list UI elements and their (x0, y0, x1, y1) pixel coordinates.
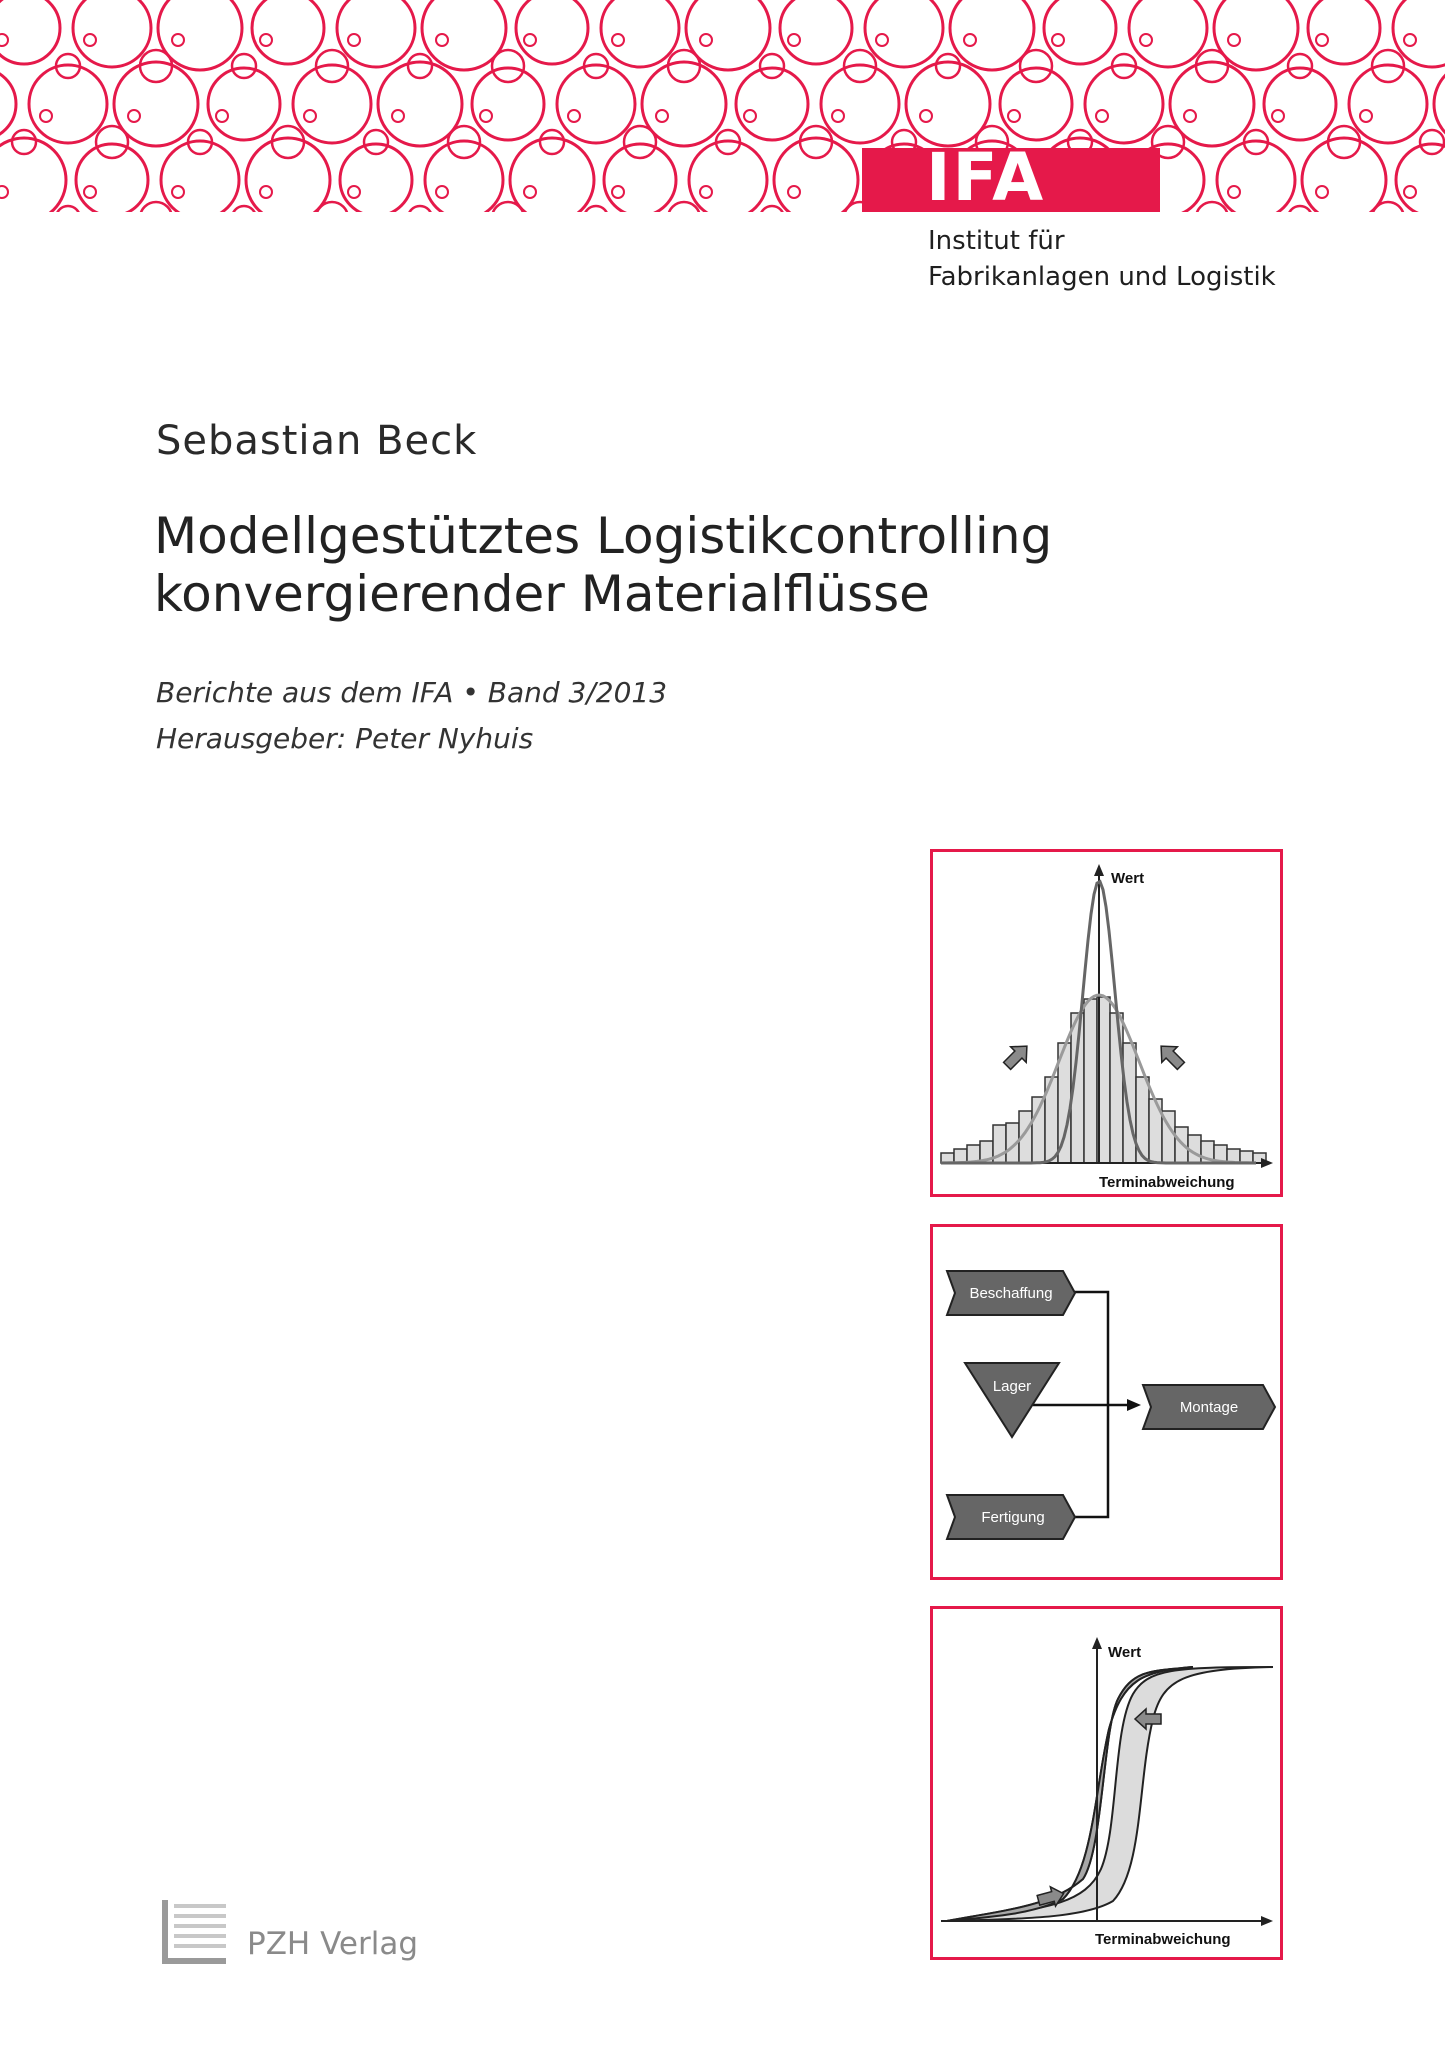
x-axis-arrow-icon (1261, 1158, 1273, 1168)
cumulative-figure (930, 1606, 1283, 1960)
distribution-graphic (933, 852, 1280, 1194)
original-band-area (947, 1667, 1273, 1921)
publisher-name: PZH Verlag (247, 1926, 418, 1962)
distribution-y-label: Wert (1111, 870, 1145, 887)
ifa-logo-text: IFA (926, 139, 1046, 216)
publisher-logo-icon (162, 1900, 230, 1966)
assembly-label: Montage (1179, 1399, 1239, 1416)
histogram-bar (1084, 999, 1097, 1163)
author-name: Sebastian Beck (156, 418, 478, 464)
storage-node (965, 1363, 1059, 1437)
editor-info: Herausgeber: Peter Nyhuis (156, 722, 534, 755)
histogram-bar (1110, 1013, 1123, 1163)
series-info: Berichte aus dem IFA • Band 3/2013 (156, 676, 668, 709)
material-flow-graphic (933, 1227, 1280, 1577)
cumulative-y-label: Wert (1108, 1644, 1142, 1661)
header-circle-pattern (0, 0, 1445, 215)
distribution-figure (930, 849, 1283, 1197)
cumulative-x-label: Terminabweichung (1095, 1931, 1231, 1948)
histogram-bar (1123, 1043, 1136, 1163)
book-title-line1: Modellgestütztes Logistikcontrolling (154, 507, 1053, 565)
storage-label: Lager (992, 1378, 1032, 1395)
cumulative-graphic (933, 1609, 1280, 1957)
flow-arrow-icon (1127, 1399, 1141, 1411)
material-flow-figure (930, 1224, 1283, 1580)
x-axis-arrow-icon (1261, 1916, 1273, 1926)
manufacturing-label: Fertigung (981, 1509, 1045, 1526)
right-spread-arrow-icon (1153, 1038, 1188, 1073)
y-axis-arrow-icon (1094, 864, 1104, 876)
procurement-label: Beschaffung (969, 1285, 1053, 1302)
institute-name-line1: Institut für (928, 226, 1065, 256)
histogram-bar (1240, 1151, 1253, 1163)
institute-name-line2: Fabrikanlagen und Logistik (928, 262, 1276, 292)
book-title-line2: konvergierender Materialflüsse (154, 565, 930, 623)
distribution-x-label: Terminabweichung (1099, 1174, 1235, 1191)
y-axis-arrow-icon (1092, 1637, 1102, 1649)
left-spread-arrow-icon (999, 1038, 1034, 1073)
